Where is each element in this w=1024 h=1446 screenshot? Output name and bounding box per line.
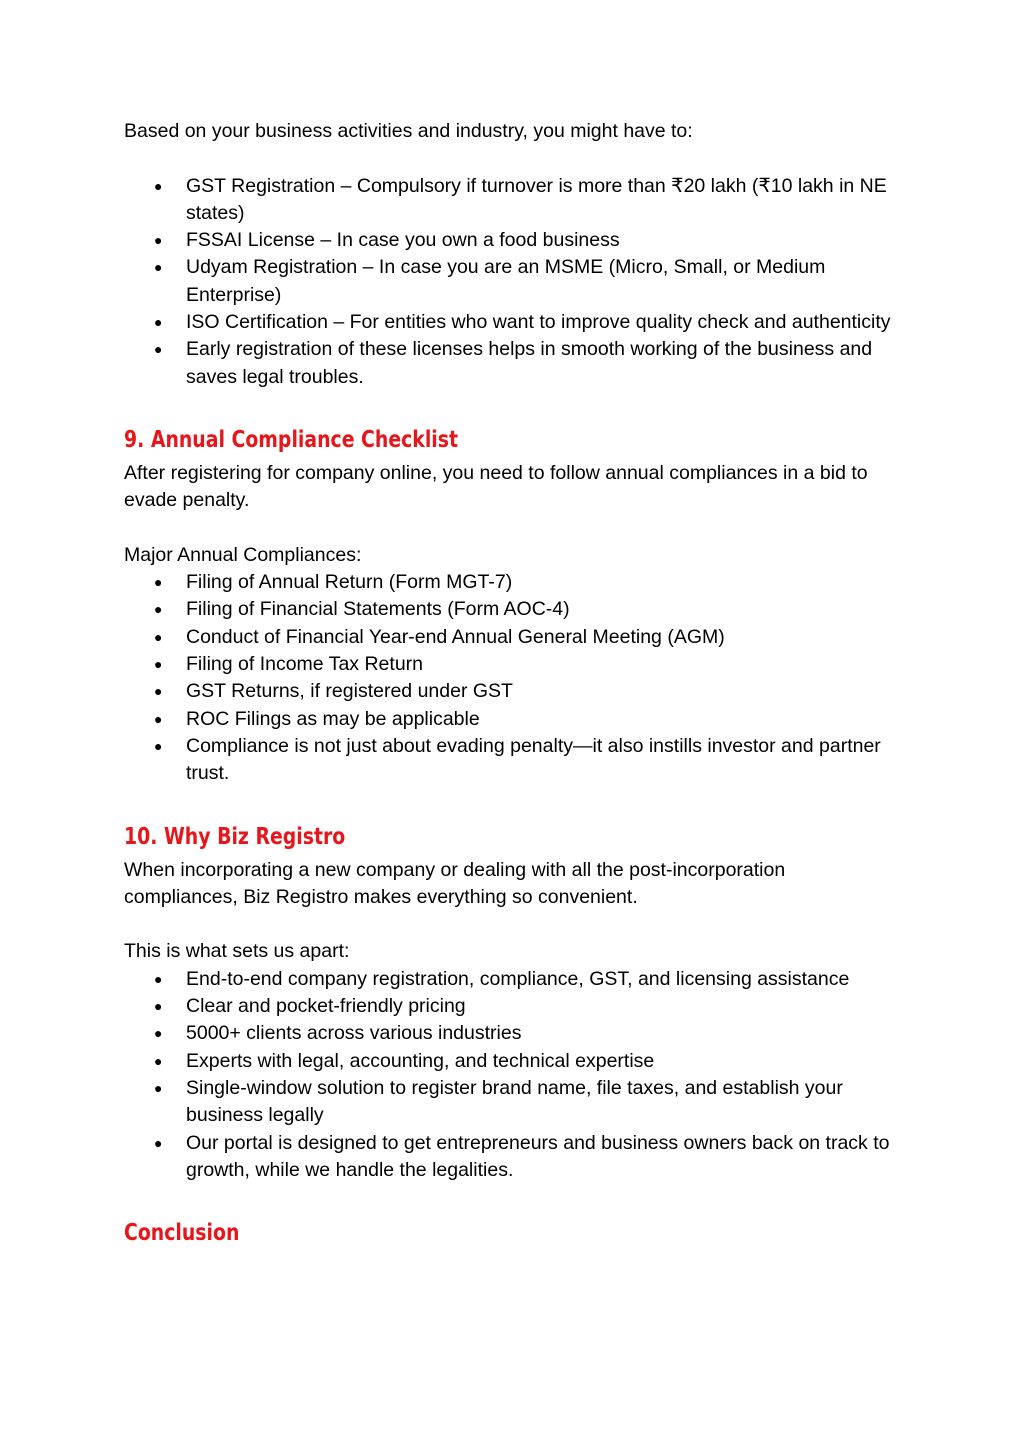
document-page bbox=[124, 118, 904, 1249]
list-item: ● GST Returns, if registered under GST bbox=[124, 678, 904, 705]
intro-paragraph: Based on your business activities and industry, you might have to: bbox=[124, 120, 693, 142]
list-item: ● GST Registration – Compulsory if turnover is more than ₹20 lakh (₹10 lakh in NE states) bbox=[124, 173, 904, 228]
list-item: ● Single-window solution to register brand name, file taxes, and establish your business legally bbox=[124, 1075, 904, 1130]
list-item: ● Early registration of these licenses helps in smooth working of the business and saves legal troubles. bbox=[124, 336, 904, 391]
list-item: ● Experts with legal, accounting, and technical expertise bbox=[124, 1048, 904, 1075]
list-item: ● Compliance is not just about evading penalty—it also instills investor and partner trust. bbox=[124, 733, 904, 788]
list-item: ● 5000+ clients across various industries bbox=[124, 1020, 904, 1047]
section-heading-conclusion: Conclusion bbox=[124, 1220, 240, 1247]
list-item: ● Conduct of Financial Year-end Annual General Meeting (AGM) bbox=[124, 624, 904, 651]
list-item: ● Udyam Registration – In case you are an MSME (Micro, Small, or Medium Enterprise) bbox=[124, 254, 904, 309]
list-item: ● ISO Certification – For entities who want to improve quality check and authenticity bbox=[124, 309, 904, 336]
list-item: ● FSSAI License – In case you own a food business bbox=[124, 227, 904, 254]
list-item: ● Our portal is designed to get entrepreneurs and business owners back on track to growth, while we handle the legalities. bbox=[124, 1130, 904, 1185]
annual-compliances-list bbox=[124, 569, 904, 787]
list-item: ● Filing of Annual Return (Form MGT-7) bbox=[124, 569, 904, 596]
section-paragraph: After registering for company online, you need to follow annual compliances in a bid to evade penalty. bbox=[124, 461, 868, 512]
list-item: ● Clear and pocket-friendly pricing bbox=[124, 993, 904, 1020]
section-heading-why-biz-registro: 10. Why Biz Registro bbox=[124, 823, 346, 850]
list-intro: Major Annual Compliances: bbox=[124, 543, 362, 566]
list-item: ● Filing of Financial Statements (Form AOC-4) bbox=[124, 596, 904, 623]
list-intro: This is what sets us apart: bbox=[124, 940, 350, 963]
section-paragraph: When incorporating a new company or dealing with all the post-incorporation compliances, Biz Registro makes everything so convenient. bbox=[124, 858, 786, 908]
list-item: ● Filing of Income Tax Return bbox=[124, 651, 904, 678]
list-item: ● ROC Filings as may be applicable bbox=[124, 706, 904, 733]
why-us-list bbox=[124, 966, 904, 1184]
section-heading-annual-compliance: 9. Annual Compliance Checklist bbox=[124, 426, 459, 453]
licenses-list bbox=[124, 173, 904, 391]
list-item: ● End-to-end company registration, compliance, GST, and licensing assistance bbox=[124, 966, 904, 993]
